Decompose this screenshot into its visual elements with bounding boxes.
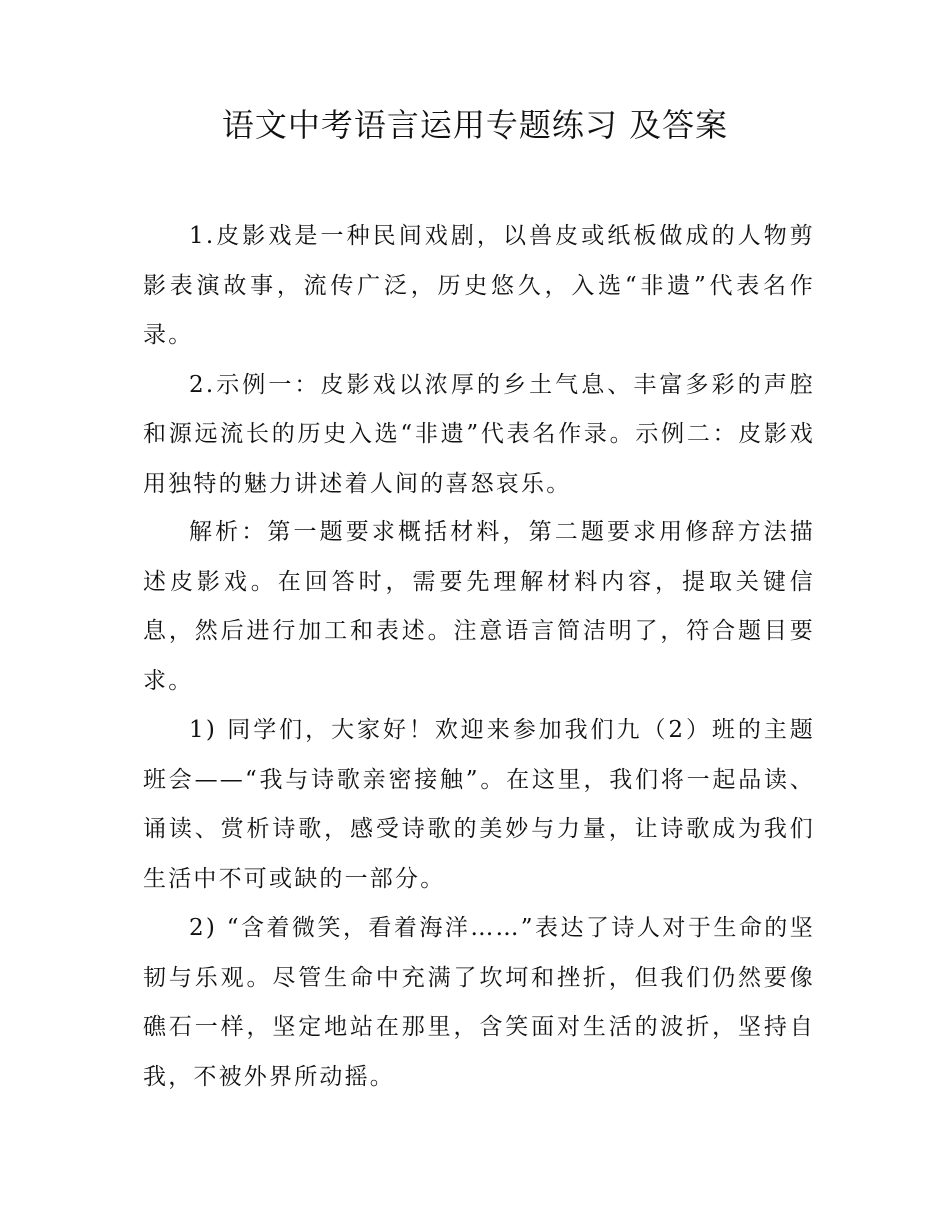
answer-paragraph-2: 2.示例一：皮影戏以浓厚的乡土气息、丰富多彩的声腔和源远流长的历史入选“非遗”代表名作录。示例二：皮影戏用独特的魅力讲述着人间的喜怒哀乐。 <box>143 371 815 497</box>
class-meeting-paragraph: 1) 同学们，大家好！欢迎来参加我们九（2）班的主题班会——“我与诗歌亲密接触”。在这里，我们将一起品读、诵读、赏析诗歌，感受诗歌的美妙与力量，让诗歌成为我们生活中不可或缺的一部分。 <box>143 717 815 892</box>
poem-meaning-paragraph: 2) “含着微笑，看着海洋……”表达了诗人对于生命的坚韧与乐观。尽管生命中充满了坎坷和挫折，但我们仍然要像礁石一样，坚定地站在那里，含笑面对生活的波折，坚持自我，不被外界所动摇。 <box>143 915 815 1090</box>
answers-section <box>143 212 815 509</box>
page-title: 语文中考语言运用专题练习 及答案 <box>221 106 729 144</box>
analysis-paragraph: 解析：第一题要求概括材料，第二题要求用修辞方法描述皮影戏。在回答时，需要先理解材料内容，提取关键信息，然后进行加工和表述。注意语言简洁明了，符合题目要求。 <box>143 519 815 694</box>
analysis-section <box>143 508 815 1102</box>
answer-paragraph-1: 1.皮影戏是一种民间戏剧，以兽皮或纸板做成的人物剪影表演故事，流传广泛，历史悠久，入选“非遗”代表名作录。 <box>143 223 815 348</box>
